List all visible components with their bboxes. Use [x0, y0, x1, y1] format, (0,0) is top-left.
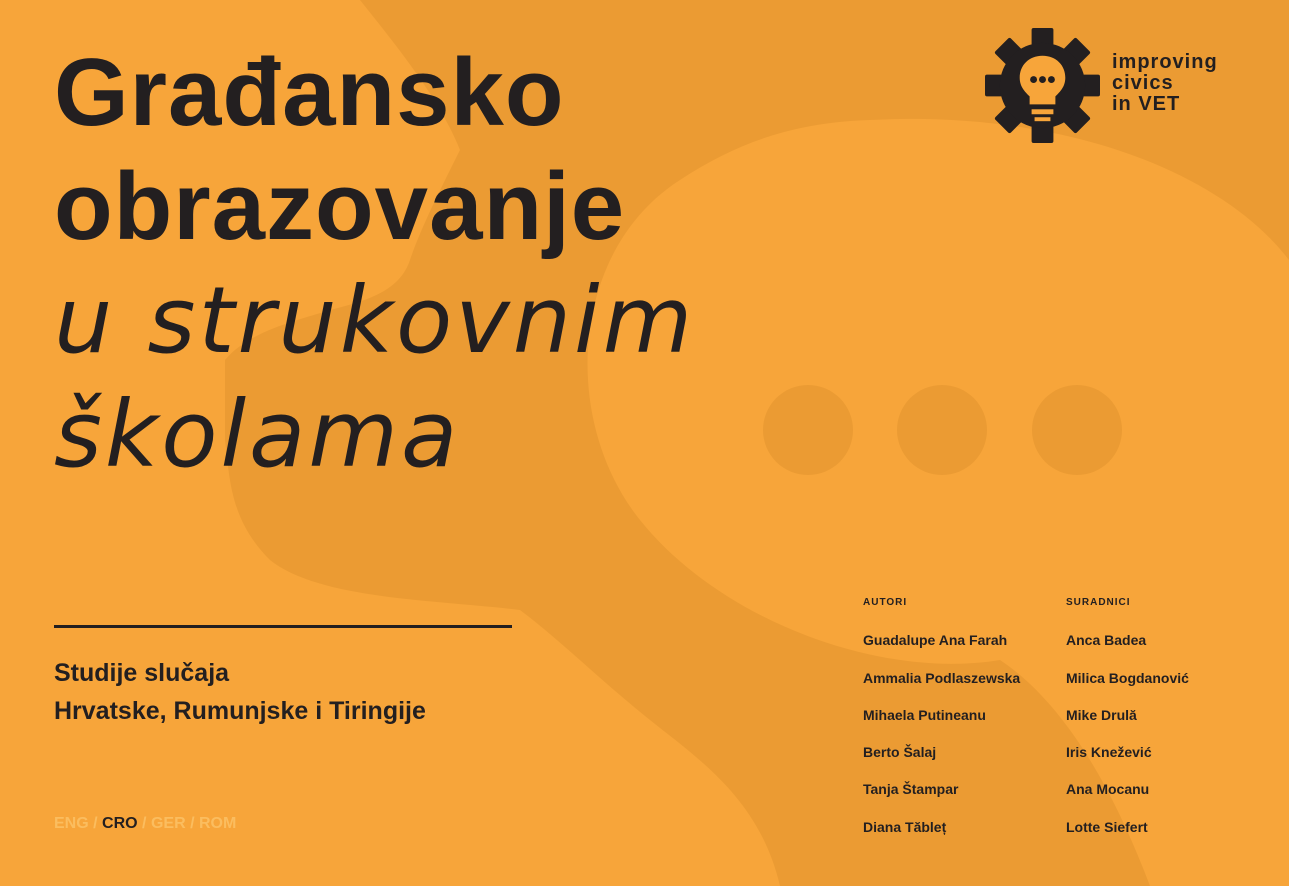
- speech-dot: [897, 385, 987, 475]
- author-name: Ammalia Podlaszewska: [863, 670, 1021, 686]
- language-separator: /: [142, 815, 147, 832]
- logo-text-line: improving: [1112, 51, 1218, 73]
- author-name: Berto Šalaj: [863, 744, 937, 760]
- divider-rule: [54, 625, 512, 628]
- language-separator: /: [93, 815, 98, 832]
- title-line: Građansko: [54, 39, 565, 146]
- speech-dot: [1032, 385, 1122, 475]
- language-link-rom[interactable]: ROM: [198, 815, 237, 832]
- language-separator: /: [190, 815, 195, 832]
- author-name: Guadalupe Ana Farah: [863, 632, 1008, 648]
- authors-heading: AUTORI: [863, 597, 908, 608]
- gear-lightbulb-icon: [985, 28, 1100, 143]
- language-switcher: [54, 815, 236, 833]
- author-name: Mihaela Putineanu: [863, 707, 986, 723]
- language-link-ger[interactable]: GER: [150, 815, 186, 832]
- logo-text-line: in VET: [1112, 93, 1181, 115]
- title-line: obrazovanje: [54, 153, 626, 260]
- author-name: Tanja Štampar: [863, 781, 959, 797]
- subtitle-line: Hrvatske, Rumunjske i Tiringije: [54, 697, 426, 725]
- language-link-eng[interactable]: ENG: [54, 815, 89, 832]
- contributor-name: Mike Drulă: [1066, 707, 1137, 723]
- title-line-italic: školama: [54, 381, 461, 488]
- contributor-name: Anca Badea: [1066, 632, 1147, 648]
- speech-dot: [763, 385, 853, 475]
- subtitle-line: Studije slučaja: [54, 659, 230, 687]
- authors-column: [863, 597, 1021, 835]
- contributor-name: Milica Bogdanović: [1066, 670, 1189, 686]
- logo-wordmark: [1112, 52, 1218, 115]
- contributors-heading: SURADNICI: [1066, 597, 1131, 608]
- title-line-italic: u strukovnim: [54, 267, 696, 374]
- contributor-name: Ana Mocanu: [1066, 781, 1150, 797]
- page-title: [54, 36, 695, 492]
- author-name: Diana Tăbleț: [863, 819, 947, 835]
- contributors-column: [1066, 597, 1189, 835]
- contributor-name: Lotte Siefert: [1066, 819, 1148, 835]
- subtitle: [54, 654, 426, 730]
- language-link-cro[interactable]: CRO: [102, 815, 138, 832]
- contributor-name: Iris Knežević: [1066, 744, 1152, 760]
- logo-text-line: civics: [1112, 72, 1174, 94]
